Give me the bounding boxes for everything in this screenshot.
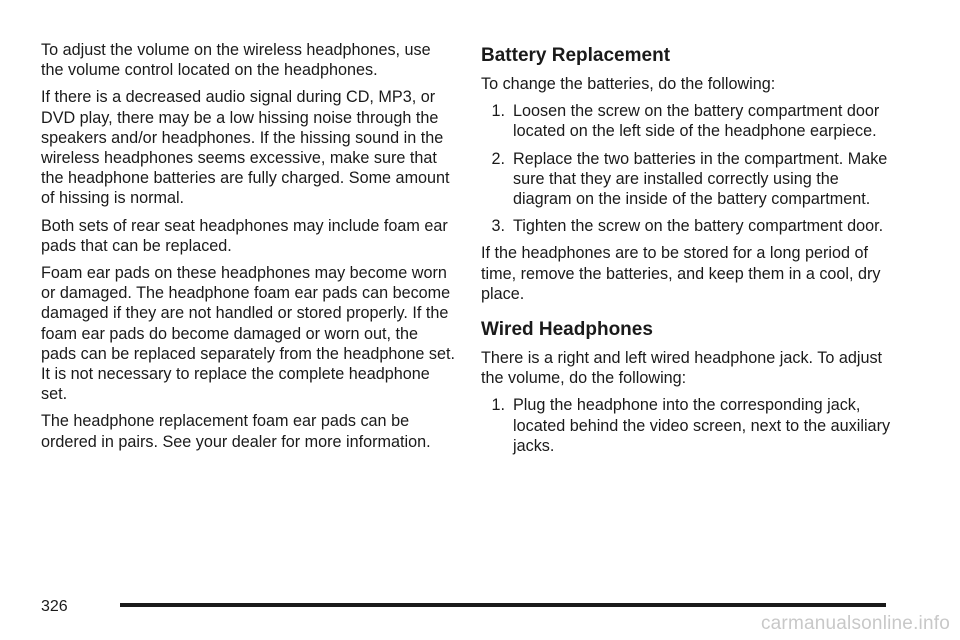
list-item <box>481 149 901 210</box>
battery-intro: To change the batteries, do the following: <box>481 75 776 93</box>
paragraph-volume-control: To adjust the volume on the wireless headphones, use the volume control located on the headphones. <box>41 41 431 80</box>
left-column <box>41 40 455 459</box>
paragraph-ear-pad-damage: Foam ear pads on these headphones may become worn or damaged. The headphone foam ear pads can become damaged if they are not handled or stored properly. If the foam ear pads do become damaged or worn out, the pads can be replaced separately from the headphone set. <box>41 264 455 363</box>
page-number: 326 <box>41 598 68 615</box>
paragraph-hissing-noise: If there is a decreased audio signal during CD, MP3, or DVD play, there may be a low hissing noise through the speakers and/or headphones. If the hissing sound in the wireless headphones seems excessive, make sure that the headphone batteries are fully charged. Some amount of hissing is normal. <box>41 88 450 208</box>
right-column <box>481 44 901 463</box>
step-number: 3. <box>491 217 505 236</box>
wired-intro: There is a right and left wired headphone jack. To adjust the volume, do the following: <box>481 349 883 388</box>
step-text: Loosen the screw on the battery compartment door located on the left side of the headphone earpiece. <box>513 102 880 141</box>
battery-steps-list <box>481 101 901 236</box>
step-text: Tighten the screw on the battery compartment door. <box>513 217 884 236</box>
wired-steps-list <box>481 395 901 456</box>
paragraph-foam-ear-pads: Both sets of rear seat headphones may include foam ear pads that can be replaced. <box>41 216 448 255</box>
paragraph-not-necessary: It is not necessary to replace the complete headphone set. <box>41 365 430 404</box>
footer-divider <box>120 603 886 607</box>
list-item <box>481 216 901 236</box>
paragraph-order-pairs: The headphone replacement foam ear pads can be ordered in pairs. See your dealer for more information. <box>41 412 431 451</box>
watermark: carmanualsonline.info <box>760 613 950 634</box>
step-number: 2. <box>491 149 505 168</box>
list-item <box>481 395 901 456</box>
battery-replacement-heading: Battery Replacement <box>481 45 671 66</box>
step-number: 1. <box>491 102 505 121</box>
step-number: 1. <box>491 396 505 415</box>
wired-headphones-heading: Wired Headphones <box>481 319 653 341</box>
list-item <box>481 101 901 141</box>
battery-storage-note: If the headphones are to be stored for a long period of time, remove the batteries, and keep them in a cool, dry place. <box>481 244 881 303</box>
step-text: Plug the headphone into the corresponding jack, located behind the video screen, next to the auxiliary jacks. <box>513 396 891 455</box>
step-text: Replace the two batteries in the compartment. Make sure that they are installed correctly using the diagram on the inside of the battery compartment. <box>513 149 888 209</box>
